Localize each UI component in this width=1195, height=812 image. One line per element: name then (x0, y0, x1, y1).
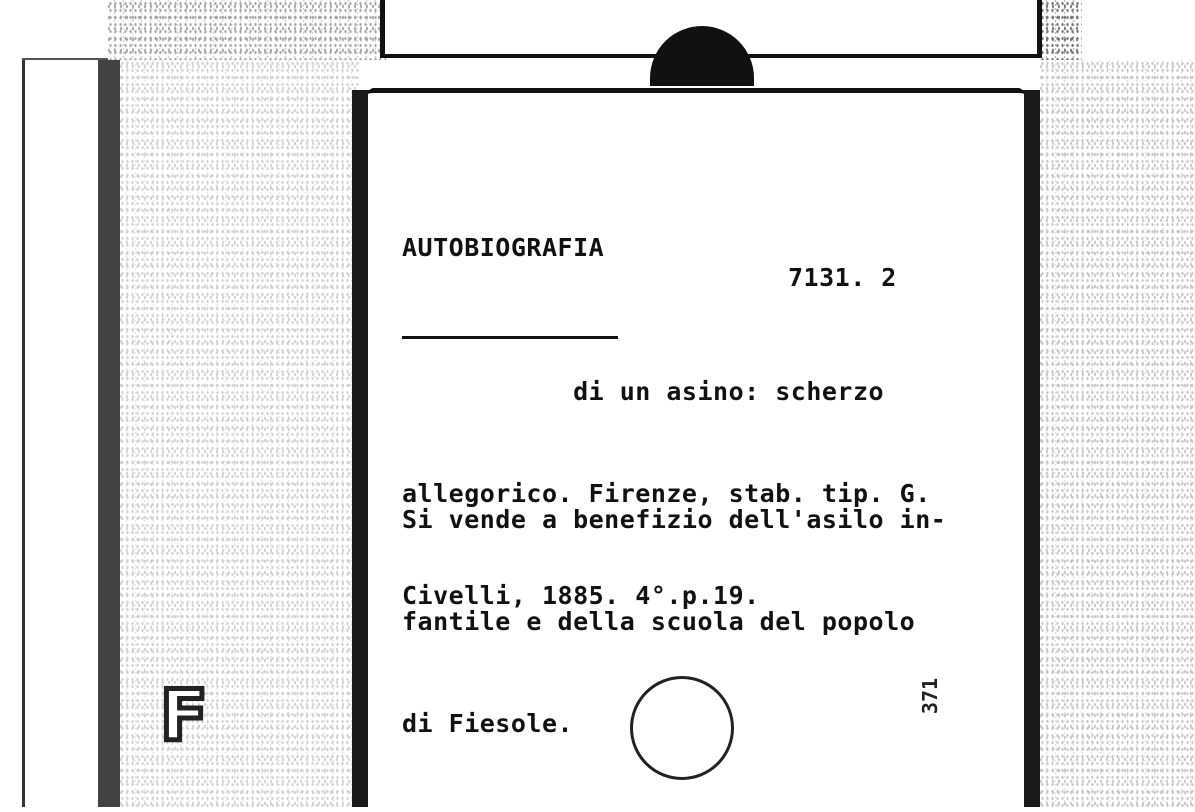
note-line: di Fiesole. (402, 709, 574, 738)
card-heading: AUTOBIOGRAFIA (402, 233, 605, 262)
top-page-border (22, 58, 108, 60)
margin-stamp-letter: F (160, 675, 208, 757)
scan-noise-top-left (108, 0, 386, 60)
scan-noise-left (120, 60, 360, 807)
entry-line: allegorico. Firenze, stab. tip. G. (402, 479, 931, 508)
call-number: 7131. 2 (788, 263, 897, 292)
scan-noise-right (1040, 60, 1195, 807)
entry-line: Civelli, 1885. 4°.p.19. (402, 581, 760, 610)
rotated-card-number: 371 (918, 677, 942, 715)
entry-line: di un asino: scherzo (402, 377, 885, 406)
note-line: Si vende a benefizio dell'asilo in- (402, 505, 947, 534)
note-line: fantile e della scuola del popolo (402, 607, 916, 636)
scan-noise-top-right (1040, 0, 1082, 60)
left-page-border (22, 60, 25, 807)
drawer-edge-left (98, 60, 120, 807)
card-punch-hole (630, 676, 734, 780)
